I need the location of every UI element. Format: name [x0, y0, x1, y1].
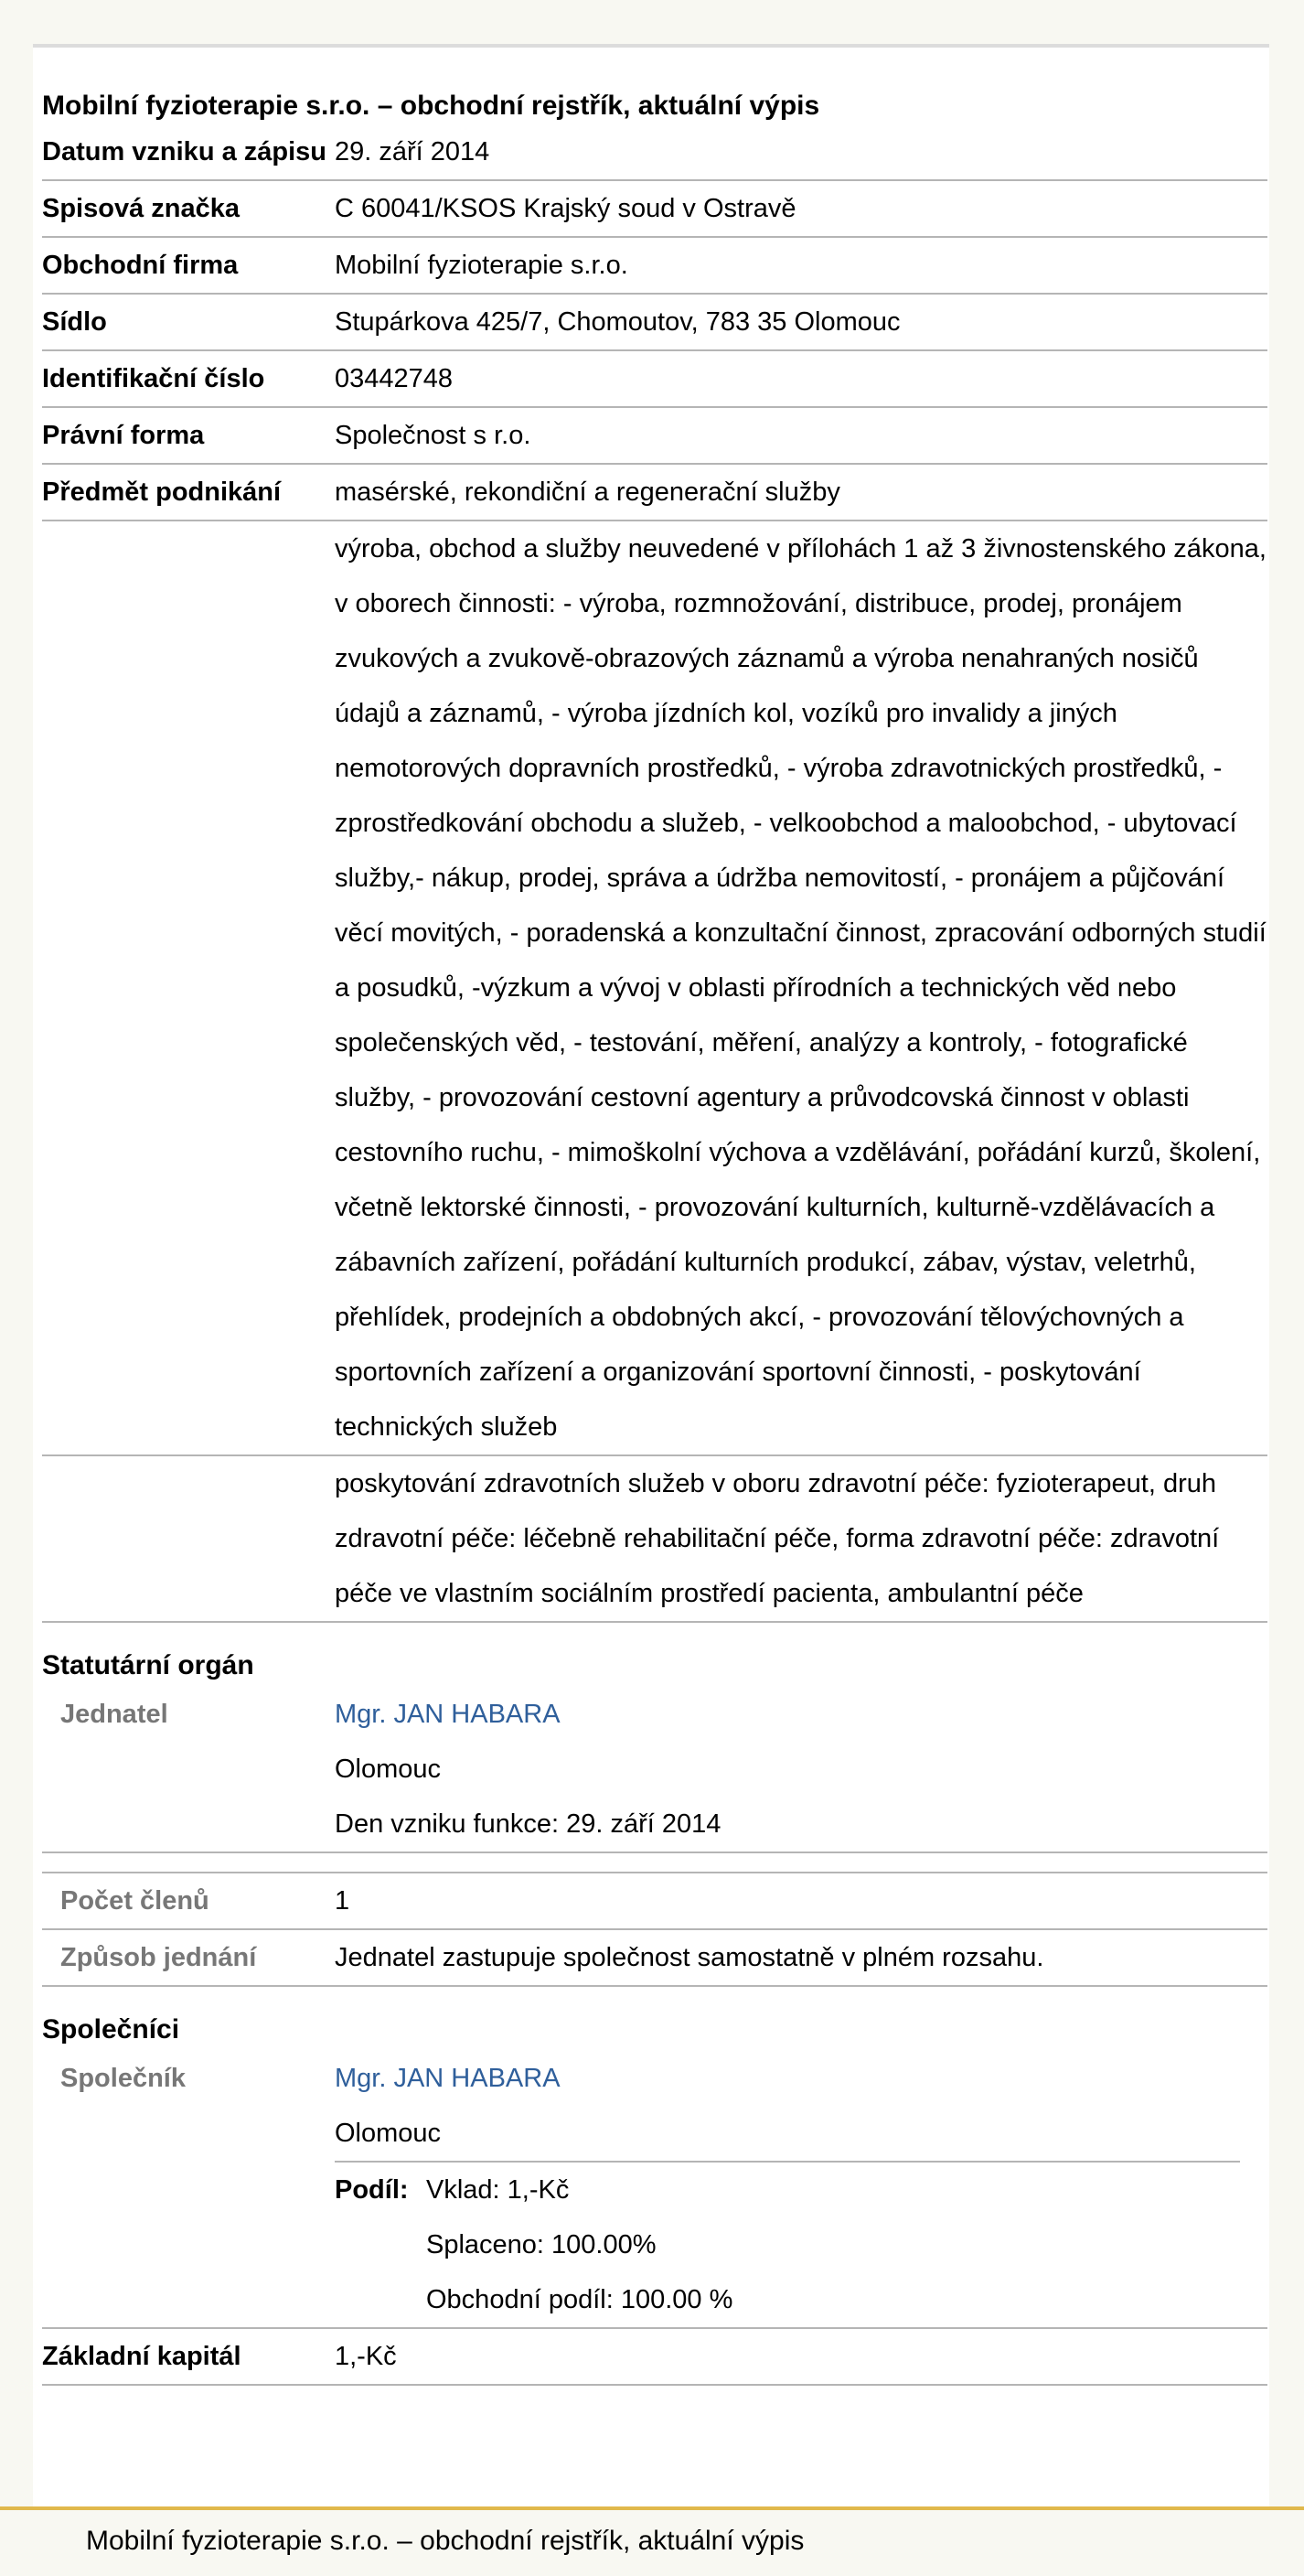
row-zakladni-kapital	[42, 2329, 1267, 2386]
row-label: Předmět podnikání	[42, 478, 282, 507]
person-city: Olomouc	[335, 2119, 442, 2148]
row-label: Počet členů	[60, 1886, 209, 1916]
row-ico	[42, 351, 1267, 408]
row-value: Jednatel zastupuje společnost samostatně v plném rozsahu.	[335, 1943, 1044, 1972]
person-city: Olomouc	[335, 1755, 442, 1784]
row-value: výroba, obchod a služby neuvedené v přílohách 1 až 3 živnostenského zákona, v oborech činnosti: - výroba, rozmnožování, distribuce, prodej, pronájem zvukových a zvukově-obrazových záznamů a výroba nenahraných nosičů údajů a záznamů, - výroba jízdních kol, vozíků pro invalidy a jiných nemotorových dopravních prostředků, - výroba zdravotnických prostředků, - zprostředkování obchodu a služeb, - velkoobchod a maloobchod, - ubytovací služby,- nákup, prodej, správa a údržba nemovitostí, - pronájem a půjčování věcí movitých, - poradenská a konzultační činnost, zpracování odborných studií a posudků, -výzkum a vývoj v oblasti přírodních a technických věd nebo společenských věd, - testování, měření, analýzy a kontroly, - fotografické služby, - provozování cestovní agentury a průvodcovská činnost v oblasti cestovního ruchu, - mimoškolní výchova a vzdělávání, pořádání kurzů, školení, včetně lektorské činnosti, - provozování kulturních, kulturně-vzdělávacích a zábavních zařízení, pořádání kulturních produkcí, zábav, výstav, veletrhů, přehlídek, prodejních a obdobných akcí, - provozování tělovýchovných a sportovních zařízení a organizování sportovní činnosti, - poskytování technických služeb	[335, 534, 1267, 1442]
row-predmet-podnikani	[42, 465, 1267, 521]
row-predmet-item	[42, 521, 1267, 1456]
row-label-empty	[42, 1456, 335, 1621]
row-value: 1	[335, 1886, 350, 1916]
share-block	[335, 2163, 1267, 2327]
row-value: 1,-Kč	[335, 2342, 397, 2371]
row-value	[335, 2051, 1267, 2327]
row-label: Obchodní firma	[42, 251, 239, 280]
row-value: poskytování zdravotních služeb v oboru zdravotní péče: fyzioterapeut, druh zdravotní péče: léčebně rehabilitační péče, forma zdravotní péče: zdravotní péče ve vlastním sociálním prostředí pacienta, ambulantní péče	[335, 1469, 1220, 1608]
row-value: 29. září 2014	[335, 137, 490, 166]
row-value: Mobilní fyzioterapie s.r.o.	[335, 251, 628, 280]
row-label: Právní forma	[42, 421, 205, 450]
row-value: Společnost s r.o.	[335, 421, 531, 450]
row-value: masérské, rekondiční a regenerační služby	[335, 478, 840, 507]
share-splaceno: Splaceno: 100.00%	[426, 2230, 657, 2259]
extract-content	[42, 88, 1267, 2386]
row-sidlo	[42, 295, 1267, 351]
function-start: Den vzniku funkce: 29. září 2014	[335, 1809, 721, 1839]
share-values	[426, 2163, 732, 2327]
share-label: Podíl:	[335, 2175, 409, 2205]
row-value: C 60041/KSOS Krajský soud v Ostravě	[335, 194, 796, 223]
row-pravni-forma	[42, 408, 1267, 465]
page-footer	[0, 2506, 1304, 2576]
person-link[interactable]: Mgr. JAN HABARA	[335, 1700, 561, 1729]
row-label: Společník	[60, 2064, 186, 2093]
row-value: Stupárkova 425/7, Chomoutov, 783 35 Olomouc	[335, 307, 901, 337]
row-spolecnik	[42, 2051, 1267, 2329]
row-pocet-clenu	[42, 1872, 1267, 1930]
row-value	[335, 1687, 1267, 1852]
statutarni-organ-heading: Statutární orgán	[42, 1650, 254, 1680]
person-link[interactable]: Mgr. JAN HABARA	[335, 2064, 561, 2093]
row-label-empty	[42, 521, 335, 1454]
row-zpusob-jednani	[42, 1930, 1267, 1987]
spolecnici-heading: Společníci	[42, 2014, 180, 2045]
footer-text: Mobilní fyzioterapie s.r.o. – obchodní rejstřík, aktuální výpis	[86, 2526, 805, 2556]
row-predmet-item	[42, 1456, 1267, 1623]
row-label: Sídlo	[42, 307, 107, 337]
datum-label-text: Datum vzniku a zápisu	[42, 137, 327, 166]
row-datum-vzniku	[42, 124, 1267, 181]
row-label	[42, 124, 335, 179]
row-label: Identifikační číslo	[42, 364, 265, 393]
row-label: Jednatel	[60, 1700, 168, 1729]
row-obchodni-firma	[42, 238, 1267, 295]
row-spisova-znacka	[42, 181, 1267, 238]
row-label: Spisová značka	[42, 194, 240, 223]
row-label: Způsob jednání	[60, 1943, 257, 1972]
share-obchodni-podil: Obchodní podíl: 100.00 %	[426, 2285, 733, 2314]
spacer	[42, 1853, 1267, 1872]
row-jednatel	[42, 1687, 1267, 1853]
register-extract-page	[33, 44, 1269, 2508]
share-vklad: Vklad: 1,-Kč	[426, 2175, 570, 2205]
page-title: Mobilní fyzioterapie s.r.o. – obchodní rejstřík, aktuální výpis	[42, 91, 820, 121]
row-value: 03442748	[335, 364, 454, 393]
row-label: Základní kapitál	[42, 2342, 241, 2371]
